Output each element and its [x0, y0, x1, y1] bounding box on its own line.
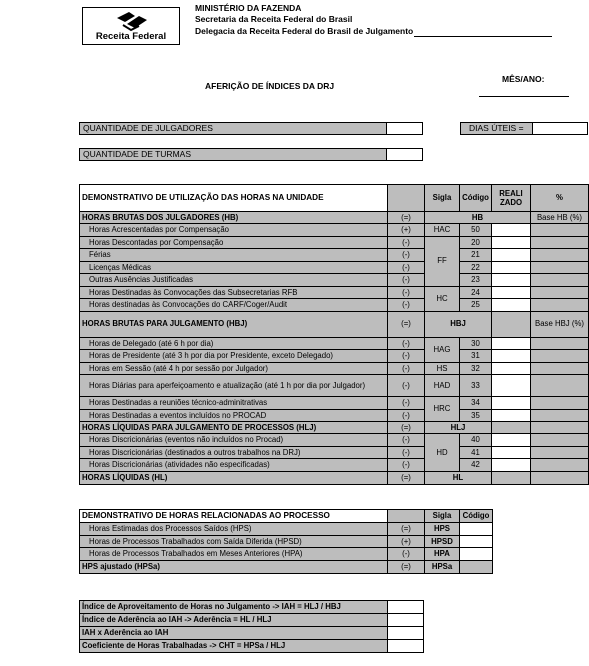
hpsa-sigla: HPSa: [425, 560, 460, 573]
table-row: [80, 409, 589, 422]
table-row: [80, 224, 589, 237]
hl-row: [80, 471, 589, 484]
col-sigla: Sigla: [425, 185, 460, 212]
ministry-name: MINISTÉRIO DA FAZENDA: [195, 3, 302, 13]
hl-label: HORAS LÍQUIDAS (HL): [80, 471, 388, 484]
row-sign: (-): [388, 362, 425, 375]
month-year-label: MÊS/ANO:: [502, 74, 545, 84]
row-sign: (-): [388, 548, 425, 561]
hbj-sigla: HBJ: [425, 311, 492, 337]
row-label: Licenças Médicas: [80, 261, 388, 274]
table2-header-row: [80, 510, 493, 523]
index-value-input[interactable]: [388, 627, 424, 640]
index-label: Índice de Aderência ao IAH -> Aderência = HL / HLJ: [80, 614, 388, 627]
row-sign: (-): [388, 446, 425, 459]
logo-text: Receita Federal: [95, 31, 167, 42]
percent-cell: [531, 350, 589, 363]
hb-sigla: HB: [425, 212, 531, 224]
row-sign: (-): [388, 397, 425, 410]
row-label: Horas de Delegado (até 6 h por dia): [80, 337, 388, 350]
codigo-input[interactable]: [460, 523, 493, 536]
row-label: Horas Destinadas a reuniões técnico-adminitrativas: [80, 397, 388, 410]
row-sign: (-): [388, 459, 425, 472]
percent-cell: [531, 375, 589, 397]
row-code: 40: [460, 434, 492, 447]
index-row: [80, 627, 424, 640]
delegacia-name: Delegacia da Receita Federal do Brasil de Julgamento: [195, 26, 414, 36]
table-header-row: [80, 185, 589, 212]
row-sigla: HAC: [425, 224, 460, 237]
row-label: Horas Descontadas por Compensação: [80, 236, 388, 249]
table-row: [80, 261, 589, 274]
row-sign: (-): [388, 375, 425, 397]
row-sign: (-): [388, 299, 425, 312]
percent-cell: [531, 249, 589, 262]
row-code: 42: [460, 459, 492, 472]
secretariat-name: Secretaria da Receita Federal do Brasil: [195, 14, 353, 24]
table-row: [80, 350, 589, 363]
row-sign: (-): [388, 286, 425, 299]
hd-sigla: HD: [425, 434, 460, 472]
process-hours-table: [79, 509, 493, 574]
percent-cell: [531, 409, 589, 422]
julgadores-label: QUANTIDADE DE JULGADORES: [79, 122, 387, 135]
hlj-sign: (=): [388, 422, 425, 434]
row-sigla: HPA: [425, 548, 460, 561]
hpsa-sign: (=): [388, 560, 425, 573]
realizado-input[interactable]: [492, 362, 531, 375]
index-value-input[interactable]: [388, 601, 424, 614]
table-row: [80, 375, 589, 397]
realizado-input[interactable]: [492, 274, 531, 287]
codigo-input[interactable]: [460, 548, 493, 561]
table-row: [80, 362, 589, 375]
index-row: [80, 614, 424, 627]
realizado-input[interactable]: [492, 299, 531, 312]
hag-sigla: HAG: [425, 337, 460, 362]
row-label: Horas Discricionárias (eventos não incluídos no Procad): [80, 434, 388, 447]
row-label: Horas destinadas às Convocações do CARF/Coger/Audit: [80, 299, 388, 312]
table-row: [80, 548, 493, 561]
row-sigla: HPS: [425, 523, 460, 536]
col-percent: %: [531, 185, 589, 212]
realizado-input[interactable]: [492, 409, 531, 422]
percent-cell: [531, 236, 589, 249]
dias-uteis-label: DIAS ÚTEIS =: [460, 122, 533, 135]
row-sign: (-): [388, 261, 425, 274]
coat-of-arms-icon: [113, 10, 151, 32]
realizado-input[interactable]: [492, 337, 531, 350]
row-label: Horas de Presidente (até 3 h por dia por Presidente, exceto Delegado): [80, 350, 388, 363]
hb-row: [80, 212, 589, 224]
table-row: [80, 249, 589, 262]
table-row: [80, 397, 589, 410]
row-code: 30: [460, 337, 492, 350]
row-code: 23: [460, 274, 492, 287]
row-label: Horas Estimadas dos Processos Saídos (HPS): [80, 523, 388, 536]
row-sign: (-): [388, 274, 425, 287]
row-sign: (-): [388, 337, 425, 350]
table-row: [80, 446, 589, 459]
row-sign: (=): [388, 523, 425, 536]
percent-cell: [531, 299, 589, 312]
realizado-input[interactable]: [492, 236, 531, 249]
realizado-input[interactable]: [492, 434, 531, 447]
hlj-sigla: HLJ: [425, 422, 492, 434]
dias-uteis-input[interactable]: [532, 122, 588, 135]
hb-pct: Base HB (%): [531, 212, 589, 224]
row-label: Horas de Processos Trabalhados em Meses Anteriores (HPA): [80, 548, 388, 561]
row-sign: (+): [388, 224, 425, 237]
percent-cell: [531, 446, 589, 459]
realizado-input[interactable]: [492, 224, 531, 237]
table2-title: DEMONSTRATIVO DE HORAS RELACIONADAS AO PROCESSO: [80, 510, 388, 523]
index-label: IAH x Aderência ao IAH: [80, 627, 388, 640]
table2-col-codigo: Código: [460, 510, 493, 523]
table-row: [80, 286, 589, 299]
row-code: 32: [460, 362, 492, 375]
row-label: Outras Ausências Justificadas: [80, 274, 388, 287]
row-code: 25: [460, 299, 492, 312]
row-label: Horas em Sessão (até 4 h por sessão por Julgador): [80, 362, 388, 375]
row-label: Horas Diárias para aperfeiçoamento e atualização (até 1 h por dia por Julgador): [80, 375, 388, 397]
hb-sign: (=): [388, 212, 425, 224]
hpsa-row: [80, 560, 493, 573]
table-row: [80, 523, 493, 536]
row-sigla: HPSD: [425, 535, 460, 548]
row-sign: (-): [388, 350, 425, 363]
row-label: Horas Discricionárias (destinados a outros trabalhos na DRJ): [80, 446, 388, 459]
realizado-input[interactable]: [492, 375, 531, 397]
julgadores-input[interactable]: [386, 122, 423, 135]
realizado-input[interactable]: [492, 249, 531, 262]
row-code: 50: [460, 224, 492, 237]
row-sigla: HAD: [425, 375, 460, 397]
index-label: Índice de Aproveitamento de Horas no Julgamento -> IAH = HLJ / HBJ: [80, 601, 388, 614]
index-label: Coeficiente de Horas Trabalhadas -> CHT = HPSa / HLJ: [80, 640, 388, 653]
codigo-input[interactable]: [460, 535, 493, 548]
row-label: Horas Discricionárias (atividades não especificadas): [80, 459, 388, 472]
row-code: 31: [460, 350, 492, 363]
row-label: Horas Destinadas a eventos incluídos no PROCAD: [80, 409, 388, 422]
index-value-input[interactable]: [388, 614, 424, 627]
table-title: DEMONSTRATIVO DE UTILIZAÇÃO DAS HORAS NA UNIDADE: [80, 185, 388, 212]
table-row: [80, 236, 589, 249]
row-sign: (-): [388, 434, 425, 447]
table-row: [80, 299, 589, 312]
row-label: Férias: [80, 249, 388, 262]
row-code: 34: [460, 397, 492, 410]
hpsa-label: HPS ajustado (HPSa): [80, 560, 388, 573]
table-row: [80, 337, 589, 350]
hc-sigla: HC: [425, 286, 460, 311]
percent-cell: [531, 434, 589, 447]
receita-federal-logo: [82, 7, 180, 45]
ff-sigla: FF: [425, 236, 460, 286]
percent-cell: [531, 274, 589, 287]
row-label: Horas Destinadas às Convocações das Subsecretarias RFB: [80, 286, 388, 299]
table2-col-sigla: Sigla: [425, 510, 460, 523]
hrc-sigla: HRC: [425, 397, 460, 422]
col-codigo: Código: [460, 185, 492, 212]
realizado-input[interactable]: [492, 459, 531, 472]
percent-cell: [531, 261, 589, 274]
report-title: AFERIÇÃO DE ÍNDICES DA DRJ: [205, 81, 335, 91]
realizado-input[interactable]: [492, 286, 531, 299]
hb-label: HORAS BRUTAS DOS JULGADORES (HB): [80, 212, 388, 224]
hlj-label: HORAS LÍQUIDAS PARA JULGAMENTO DE PROCESSOS (HLJ): [80, 422, 388, 434]
month-year-field[interactable]: [479, 96, 569, 97]
hbj-sign: (=): [388, 311, 425, 337]
hlj-row: [80, 422, 589, 434]
percent-cell: [531, 286, 589, 299]
percent-cell: [531, 337, 589, 350]
hbj-pct: Base HBJ (%): [531, 311, 589, 337]
index-row: [80, 640, 424, 653]
hl-sign: (=): [388, 471, 425, 484]
row-sigla: HS: [425, 362, 460, 375]
row-code: 24: [460, 286, 492, 299]
table-row: [80, 459, 589, 472]
realizado-input[interactable]: [492, 350, 531, 363]
hours-utilization-table: [79, 184, 589, 485]
percent-cell: [531, 362, 589, 375]
row-code: 35: [460, 409, 492, 422]
row-code: 41: [460, 446, 492, 459]
indices-table: [79, 600, 424, 653]
row-code: 21: [460, 249, 492, 262]
percent-cell: [531, 224, 589, 237]
row-sign: (-): [388, 249, 425, 262]
delegacia-blank-line[interactable]: [414, 36, 552, 37]
index-row: [80, 601, 424, 614]
hbj-label: HORAS BRUTAS PARA JULGAMENTO (HBJ): [80, 311, 388, 337]
row-label: Horas Acrescentadas por Compensação: [80, 224, 388, 237]
turmas-input[interactable]: [386, 148, 423, 161]
realizado-input[interactable]: [492, 261, 531, 274]
row-code: 20: [460, 236, 492, 249]
realizado-input[interactable]: [492, 446, 531, 459]
row-sign: (-): [388, 409, 425, 422]
realizado-input[interactable]: [492, 397, 531, 410]
table-row: [80, 535, 493, 548]
index-value-input[interactable]: [388, 640, 424, 653]
hbj-row: [80, 311, 589, 337]
row-code: 33: [460, 375, 492, 397]
row-label: Horas de Processos Trabalhados com Saída Diferida (HPSD): [80, 535, 388, 548]
hl-sigla: HL: [425, 471, 492, 484]
percent-cell: [531, 397, 589, 410]
table-row: [80, 434, 589, 447]
row-sign: (-): [388, 236, 425, 249]
col-realizado: REALIZADO: [492, 185, 531, 212]
table-row: [80, 274, 589, 287]
row-sign: (+): [388, 535, 425, 548]
turmas-label: QUANTIDADE DE TURMAS: [79, 148, 387, 161]
percent-cell: [531, 459, 589, 472]
row-code: 22: [460, 261, 492, 274]
